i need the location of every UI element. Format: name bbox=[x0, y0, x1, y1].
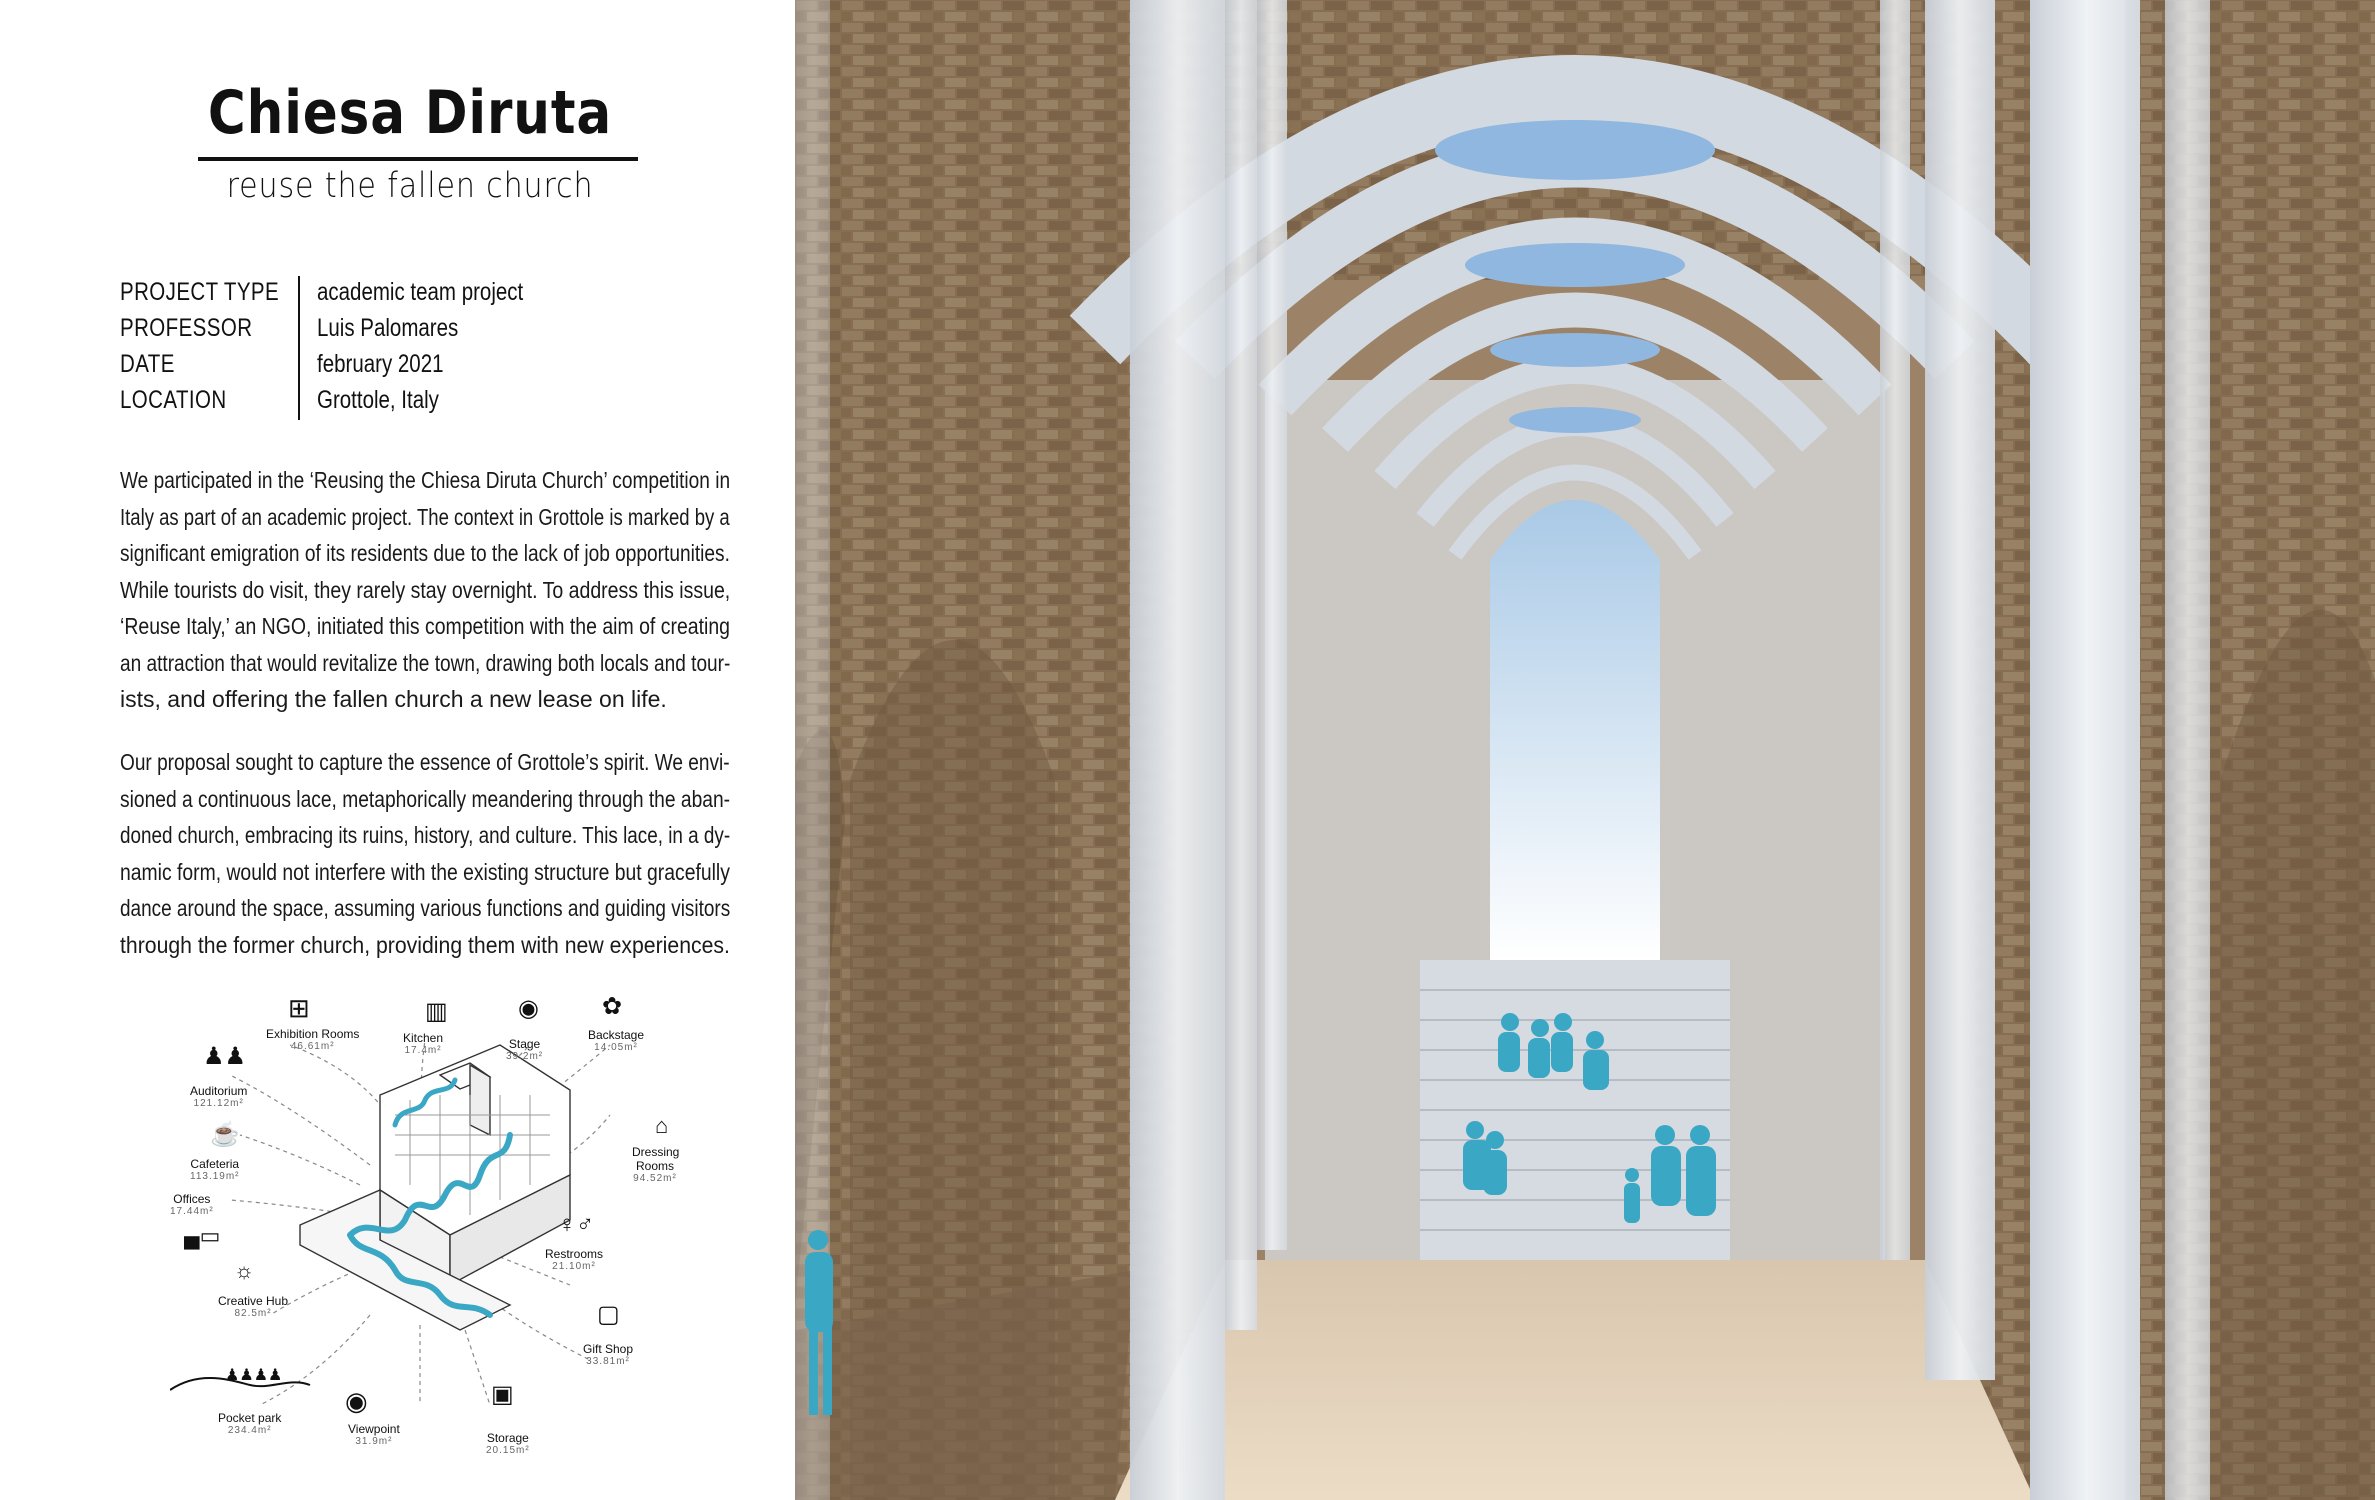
label-auditorium bbox=[190, 1084, 247, 1109]
room-name: Dressing Rooms bbox=[632, 1145, 680, 1173]
backstage-icon: ✿ bbox=[602, 993, 623, 1020]
text-line: ists, and offering the fallen church a new lease on life. bbox=[120, 686, 667, 712]
room-area: 31.9m² bbox=[355, 1436, 393, 1447]
meta-key: DATE bbox=[120, 350, 175, 378]
room-name: Auditorium bbox=[190, 1084, 248, 1098]
people-icon: ♟♟♟♟ bbox=[225, 1367, 283, 1384]
meta-key: PROFESSOR bbox=[120, 314, 253, 342]
lightbulb-icon: ☼ bbox=[234, 1258, 255, 1283]
page-subtitle: reuse the fallen church bbox=[226, 166, 594, 206]
meta-key: LOCATION bbox=[120, 386, 227, 414]
label-pocket-park bbox=[218, 1411, 281, 1436]
text-line: sioned a continuous lace, metaphorically meandering through the aban- bbox=[120, 785, 731, 812]
text-line: dance around the space, assuming various functions and guiding visitors bbox=[120, 895, 731, 921]
title-underline bbox=[198, 157, 638, 161]
room-name: Offices bbox=[173, 1192, 211, 1206]
label-dressing bbox=[632, 1145, 678, 1184]
text-line: doned church, embracing its ruins, history, and culture. This lace, in a dy- bbox=[120, 822, 731, 848]
label-viewpoint bbox=[348, 1422, 400, 1447]
page-title: Chiesa Diruta bbox=[207, 78, 613, 148]
room-area: 20.15m² bbox=[486, 1445, 530, 1456]
room-name: Stage bbox=[508, 1037, 541, 1051]
hanger-icon: ⌂ bbox=[655, 1113, 669, 1138]
label-cafeteria bbox=[190, 1157, 240, 1182]
label-kitchen bbox=[403, 1031, 443, 1056]
meta-value: academic team project bbox=[317, 278, 524, 306]
label-stage bbox=[506, 1037, 543, 1062]
text-panel bbox=[0, 0, 795, 1500]
eye-icon: ◉ bbox=[345, 1386, 368, 1416]
label-offices bbox=[170, 1192, 214, 1217]
text-line: Italy as part of an academic project. The context in Grottole is marked by a bbox=[120, 503, 730, 530]
room-area: 14.05m² bbox=[594, 1042, 638, 1053]
cup-icon: ☕ bbox=[210, 1121, 240, 1148]
room-name: Kitchen bbox=[403, 1031, 444, 1045]
kitchen-icon: ▥ bbox=[425, 998, 448, 1025]
room-name: Storage bbox=[486, 1431, 529, 1445]
shopping-bag-icon: ▢ bbox=[597, 1301, 620, 1328]
restroom-icon: ♀♂ bbox=[558, 1211, 594, 1238]
room-area: 21.10m² bbox=[552, 1261, 596, 1272]
room-area: 17.4m² bbox=[404, 1045, 442, 1056]
text-line: significant emigration of its residents due to the lack of job opportunities. bbox=[120, 540, 730, 566]
label-storage bbox=[486, 1431, 530, 1456]
text-line: While tourists do visit, they rarely stay overnight. To address this issue, bbox=[120, 576, 731, 603]
text-line: through the former church, providing them with new experiences. bbox=[120, 931, 730, 958]
description-paragraph-2 bbox=[120, 744, 730, 963]
audience-icon: ♟♟ bbox=[203, 1043, 247, 1070]
room-area: 39.2m² bbox=[506, 1051, 544, 1062]
room-name: Gift Shop bbox=[583, 1342, 634, 1356]
label-backstage bbox=[588, 1028, 644, 1053]
label-exhibition bbox=[266, 1027, 359, 1052]
room-area: 17.44m² bbox=[170, 1206, 214, 1217]
meta-value: february 2021 bbox=[317, 350, 444, 378]
meta-value: Grottole, Italy bbox=[317, 386, 439, 414]
room-name: Exhibition Rooms bbox=[266, 1027, 360, 1041]
meta-divider bbox=[298, 276, 300, 420]
box-icon: ▣ bbox=[491, 1381, 514, 1408]
desk-icon: ▄▭ bbox=[184, 1223, 221, 1248]
stage-icon: ◉ bbox=[518, 995, 539, 1022]
text-line: an attraction that would revitalize the town, drawing both locals and tour- bbox=[120, 649, 731, 676]
room-area: 46.61m² bbox=[290, 1041, 335, 1052]
easel-icon: ⊞ bbox=[288, 993, 310, 1023]
room-name: Viewpoint bbox=[348, 1422, 400, 1436]
meta-value: Luis Palomares bbox=[317, 314, 459, 342]
room-name: Cafeteria bbox=[190, 1157, 240, 1171]
description-paragraph-1 bbox=[120, 462, 730, 718]
meta-key: PROJECT TYPE bbox=[120, 278, 280, 306]
label-gift-shop bbox=[583, 1342, 633, 1367]
program-diagram bbox=[170, 985, 690, 1455]
room-name: Restrooms bbox=[545, 1247, 604, 1261]
room-area: 33.81m² bbox=[586, 1356, 630, 1367]
room-area: 82.5m² bbox=[234, 1308, 272, 1319]
text-line: ‘Reuse Italy,’ an NGO, initiated this competition with the aim of creating bbox=[120, 613, 730, 639]
text-line: We participated in the ‘Reusing the Chiesa Diruta Church’ competition in bbox=[120, 467, 731, 493]
room-area: 121.12m² bbox=[193, 1098, 244, 1109]
room-area: 234.4m² bbox=[227, 1425, 272, 1436]
church-interior-illustration bbox=[795, 0, 2375, 1500]
text-line: namic form, would not interfere with the existing structure but gracefully bbox=[120, 858, 730, 885]
interior-rendering bbox=[795, 0, 2375, 1500]
room-name: Backstage bbox=[588, 1028, 645, 1042]
room-name: Pocket park bbox=[218, 1411, 282, 1425]
room-area: 94.52m² bbox=[633, 1173, 677, 1184]
room-area: 113.19m² bbox=[190, 1171, 240, 1182]
text-line: Our proposal sought to capture the essence of Grottole’s spirit. We envi- bbox=[120, 749, 730, 775]
label-creative-hub bbox=[218, 1294, 288, 1319]
label-restrooms bbox=[545, 1247, 603, 1272]
room-name: Creative Hub bbox=[218, 1294, 289, 1308]
stairs bbox=[1420, 960, 1730, 1260]
